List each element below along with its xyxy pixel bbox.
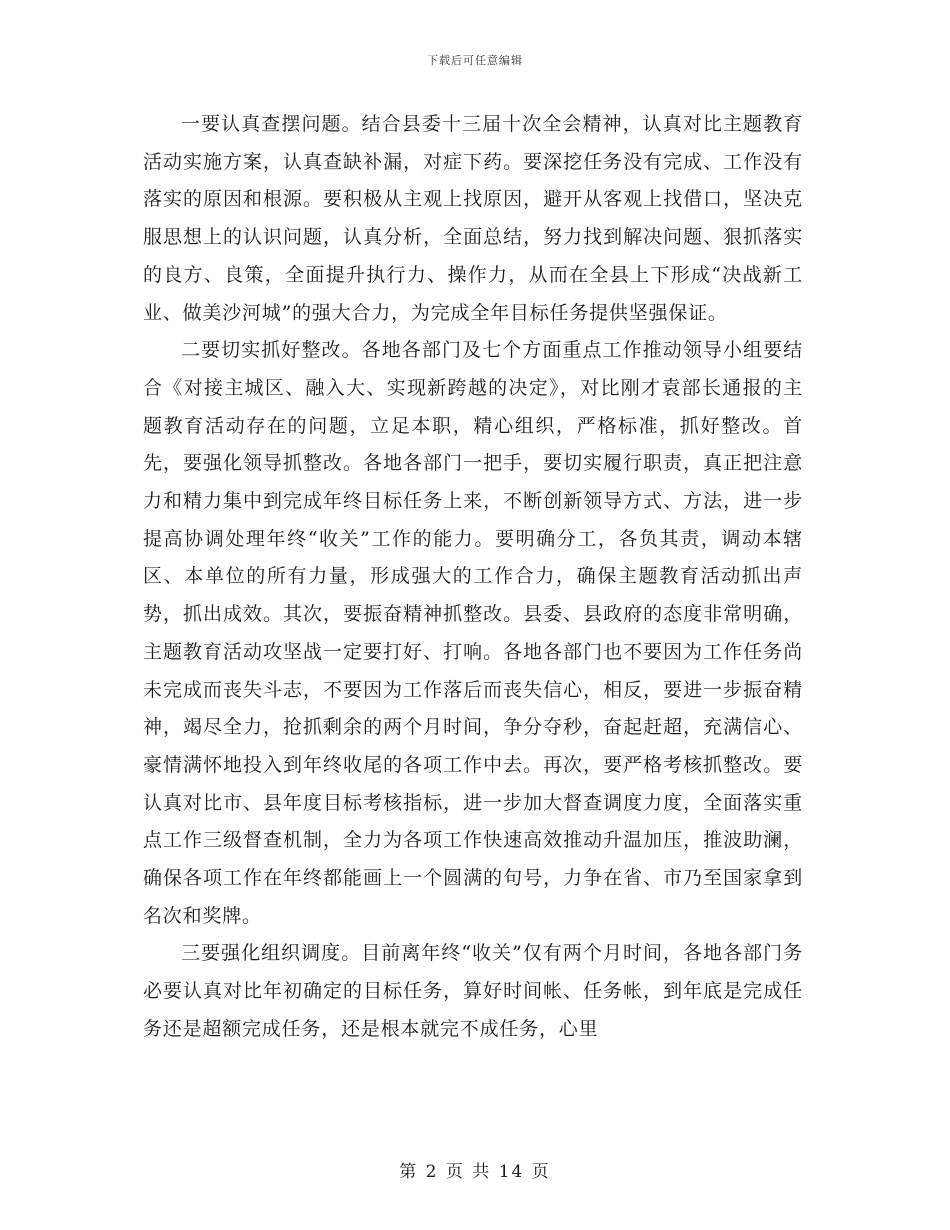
page-footer: 第 2 页 共 14 页 [399, 1162, 551, 1182]
document-body [143, 106, 803, 1049]
paragraph-3: 三要强化组织调度。目前离年终“收关”仅有两个月时间，各地各部门务必要认真对比年初确定的目标任务，算好时间帐、任务帐，到年底是完成任务还是超额完成任务，还是根本就完不成任务，心里 [143, 942, 803, 1040]
paragraph-1: 一要认真查摆问题。结合县委十三届十次全会精神，认真对比主题教育活动实施方案，认真查缺补漏，对症下药。要深挖任务没有完成、工作没有落实的原因和根源。要积极从主观上找原因，避开从客观上找借口，坚决克服思想上的认识问题，认真分析，全面总结，努力找到解决问题、狠抓落实的良方、良策，全面提升执行力、操作力，从而在全县上下形成“决战新工业、做美沙河城”的强大合力，为完成全年目标任务提供坚强保证。 [143, 113, 803, 324]
paragraph-2: 二要切实抓好整改。各地各部门及七个方面重点工作推动领导小组要结合《对接主城区、融入大、实现新跨越的决定》，对比刚才袁部长通报的主题教育活动存在的问题，立足本职，精心组织，严格标准，抓好整改。首先，要强化领导抓整改。各地各部门一把手，要切实履行职责，真正把注意力和精力集中到完成年终目标任务上来，不断创新领导方式、方法，进一步提高协调处理年终“收关”工作的能力。要明确分工，各负其责，调动本辖区、本单位的所有力量，形成强大的工作合力，确保主题教育活动抓出声势，抓出成效。其次，要振奋精神抓整改。县委、县政府的态度非常明确，主题教育活动攻坚战一定要打好、打响。各地各部门也不要因为工作任务尚未完成而丧失斗志，不要因为工作落后而丧失信心，相反，要进一步振奋精神，竭尽全力，抢抓剩余的两个月时间，争分夺秒，奋起赶超，充满信心、豪情满怀地投入到年终收尾的各项工作中去。再次，要严格考核抓整改。要认真对比市、县年度目标考核指标，进一步加大督查调度力度，全面落实重点工作三级督查机制，全力为各项工作快速高效推动升温加压，推波助澜，确保各项工作在年终都能画上一个圆满的句号，力争在省、市乃至国家拿到名次和奖牌。 [143, 339, 803, 927]
page-header: 下载后可任意编辑 [427, 54, 523, 67]
